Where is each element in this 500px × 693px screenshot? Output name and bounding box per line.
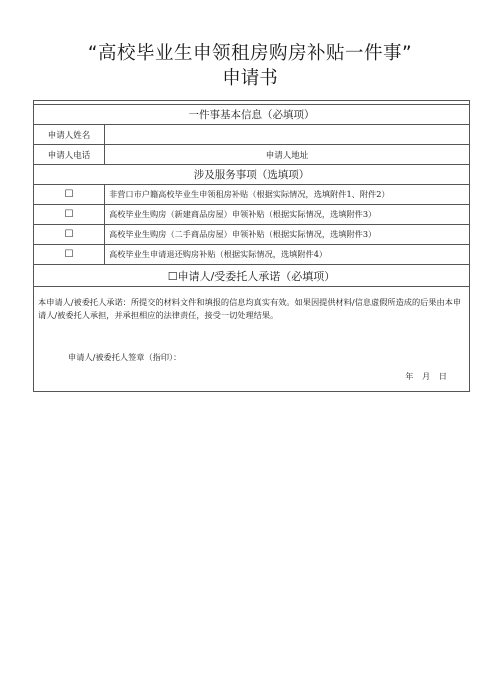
- name-label: 申请人姓名: [34, 125, 105, 145]
- promise-body-row: [34, 287, 470, 392]
- name-field[interactable]: [105, 125, 470, 145]
- services-heading: 涉及服务事项（选填项）: [34, 165, 470, 185]
- title-line-1: “高校毕业生申领租房购房补贴一件事”: [87, 43, 413, 64]
- service-label: 非营口市户籍高校毕业生申领租房补贴（根据实际情况，选填附件1、附件2）: [105, 185, 470, 205]
- service-label: 高校毕业生申请退还购房补贴（根据实际情况，选填附件4）: [105, 245, 470, 265]
- service-row: [34, 245, 470, 265]
- service-row: [34, 205, 470, 225]
- basic-info-heading: 一件事基本信息（必填项）: [34, 105, 470, 125]
- service-checkbox[interactable]: ☐: [34, 225, 105, 245]
- service-label: 高校毕业生购房（二手商品房屋）申领补贴（根据实际情况，选填附件3）: [105, 225, 470, 245]
- promise-statement: 本申请人/被委托人承诺：所提交的材料文件和填报的信息均真实有效。如果因提供材料/信息虚假所造成的后果由本申请人/被委托人承担，并承担相应的法律责任，接受一切处理结果。: [38, 297, 462, 320]
- application-form-table: [33, 100, 470, 392]
- address-label: 申请人地址: [265, 150, 309, 161]
- title-line-2: 申请书: [222, 68, 278, 89]
- signature-label: 申请人/被委托人签章（指印）：: [68, 352, 182, 362]
- service-row: [34, 225, 470, 245]
- service-row: [34, 185, 470, 205]
- service-checkbox[interactable]: ☐: [34, 185, 105, 205]
- services-section-row: [34, 165, 470, 185]
- name-row: [34, 125, 470, 145]
- promise-section-row: [34, 265, 470, 287]
- date-label: 年 月 日: [405, 371, 447, 381]
- phone-address-row: [34, 145, 470, 165]
- promise-cell: [34, 287, 470, 392]
- document-title: [0, 42, 500, 91]
- service-checkbox[interactable]: ☐: [34, 245, 105, 265]
- phone-address-cell[interactable]: [105, 145, 470, 165]
- promise-heading[interactable]: ☐申请人/受委托人承诺（必填项）: [34, 265, 470, 287]
- service-checkbox[interactable]: ☐: [34, 205, 105, 225]
- basic-info-section-row: [34, 105, 470, 125]
- service-label: 高校毕业生购房（新建商品房屋）申领补贴（根据实际情况，选填附件3）: [105, 205, 470, 225]
- phone-label: 申请人电话: [34, 145, 105, 165]
